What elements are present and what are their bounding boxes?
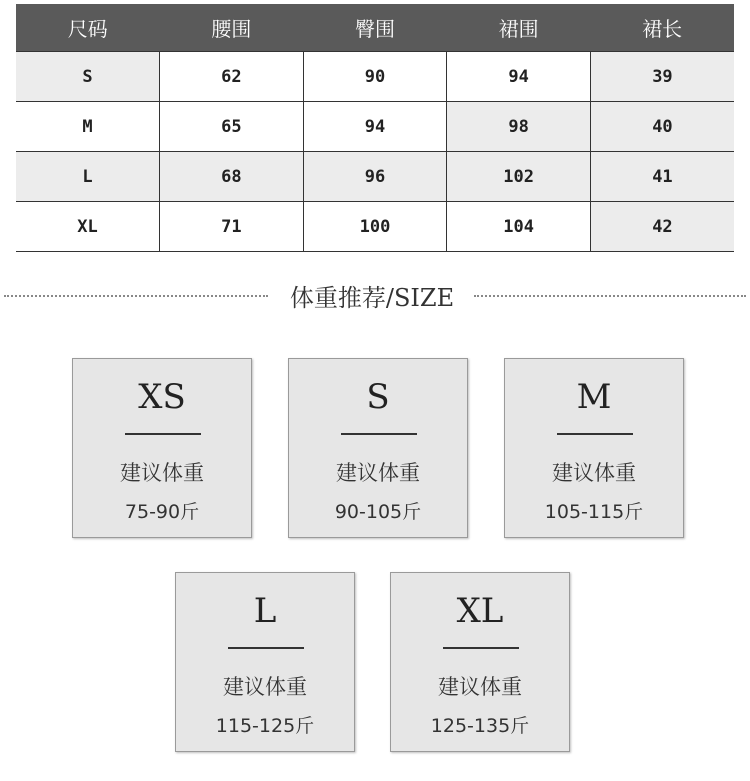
size-card-m bbox=[504, 358, 684, 538]
size-card-xl bbox=[390, 572, 570, 752]
table-cell: L bbox=[16, 152, 160, 202]
table-cell: 71 bbox=[160, 202, 304, 252]
card-divider bbox=[125, 433, 201, 435]
table-cell: 65 bbox=[160, 102, 304, 152]
table-cell: 42 bbox=[590, 202, 734, 252]
size-chart-table bbox=[16, 4, 734, 252]
card-label: 建议体重 bbox=[438, 675, 522, 699]
table-cell: 68 bbox=[160, 152, 304, 202]
card-size: M bbox=[576, 377, 612, 417]
card-label: 建议体重 bbox=[120, 461, 204, 485]
table-cell: 96 bbox=[303, 152, 447, 202]
card-weight-range: 115-125斤 bbox=[215, 715, 315, 737]
card-divider bbox=[228, 647, 304, 649]
card-divider bbox=[341, 433, 417, 435]
table-cell: 100 bbox=[303, 202, 447, 252]
table-header-row bbox=[16, 4, 734, 52]
card-label: 建议体重 bbox=[223, 675, 307, 699]
card-size: S bbox=[366, 377, 390, 417]
header-hip: 臀围 bbox=[303, 4, 447, 52]
table-cell: 62 bbox=[160, 52, 304, 102]
table-row bbox=[16, 102, 734, 152]
table-cell: XL bbox=[16, 202, 160, 252]
size-card-s bbox=[288, 358, 468, 538]
header-waist: 腰围 bbox=[160, 4, 304, 52]
table-row bbox=[16, 202, 734, 252]
table-row bbox=[16, 152, 734, 202]
table-cell: 40 bbox=[590, 102, 734, 152]
card-size: L bbox=[253, 591, 277, 631]
header-length: 裙长 bbox=[590, 4, 734, 52]
card-weight-range: 75-90斤 bbox=[124, 501, 200, 523]
table-cell: 98 bbox=[447, 102, 591, 152]
table-cell: 94 bbox=[447, 52, 591, 102]
table-cell: S bbox=[16, 52, 160, 102]
header-hem: 裙围 bbox=[447, 4, 591, 52]
table-cell: 90 bbox=[303, 52, 447, 102]
section-divider bbox=[0, 278, 750, 314]
dotted-line-right bbox=[474, 295, 746, 297]
card-label: 建议体重 bbox=[552, 461, 636, 485]
card-divider bbox=[443, 647, 519, 649]
table-row bbox=[16, 52, 734, 102]
card-size: XL bbox=[456, 591, 504, 631]
card-size: XS bbox=[138, 377, 186, 417]
card-weight-range: 105-115斤 bbox=[544, 501, 644, 523]
header-size: 尺码 bbox=[16, 4, 160, 52]
dotted-line-left bbox=[4, 295, 268, 297]
card-weight-range: 125-135斤 bbox=[430, 715, 530, 737]
size-card-xs bbox=[72, 358, 252, 538]
table-cell: 102 bbox=[447, 152, 591, 202]
card-label: 建议体重 bbox=[336, 461, 420, 485]
table-cell: 39 bbox=[590, 52, 734, 102]
section-title: 体重推荐/SIZE bbox=[289, 284, 455, 312]
table-cell: M bbox=[16, 102, 160, 152]
table-cell: 41 bbox=[590, 152, 734, 202]
table-cell: 94 bbox=[303, 102, 447, 152]
card-divider bbox=[557, 433, 633, 435]
card-weight-range: 90-105斤 bbox=[334, 501, 422, 523]
table-cell: 104 bbox=[447, 202, 591, 252]
size-card-l bbox=[175, 572, 355, 752]
